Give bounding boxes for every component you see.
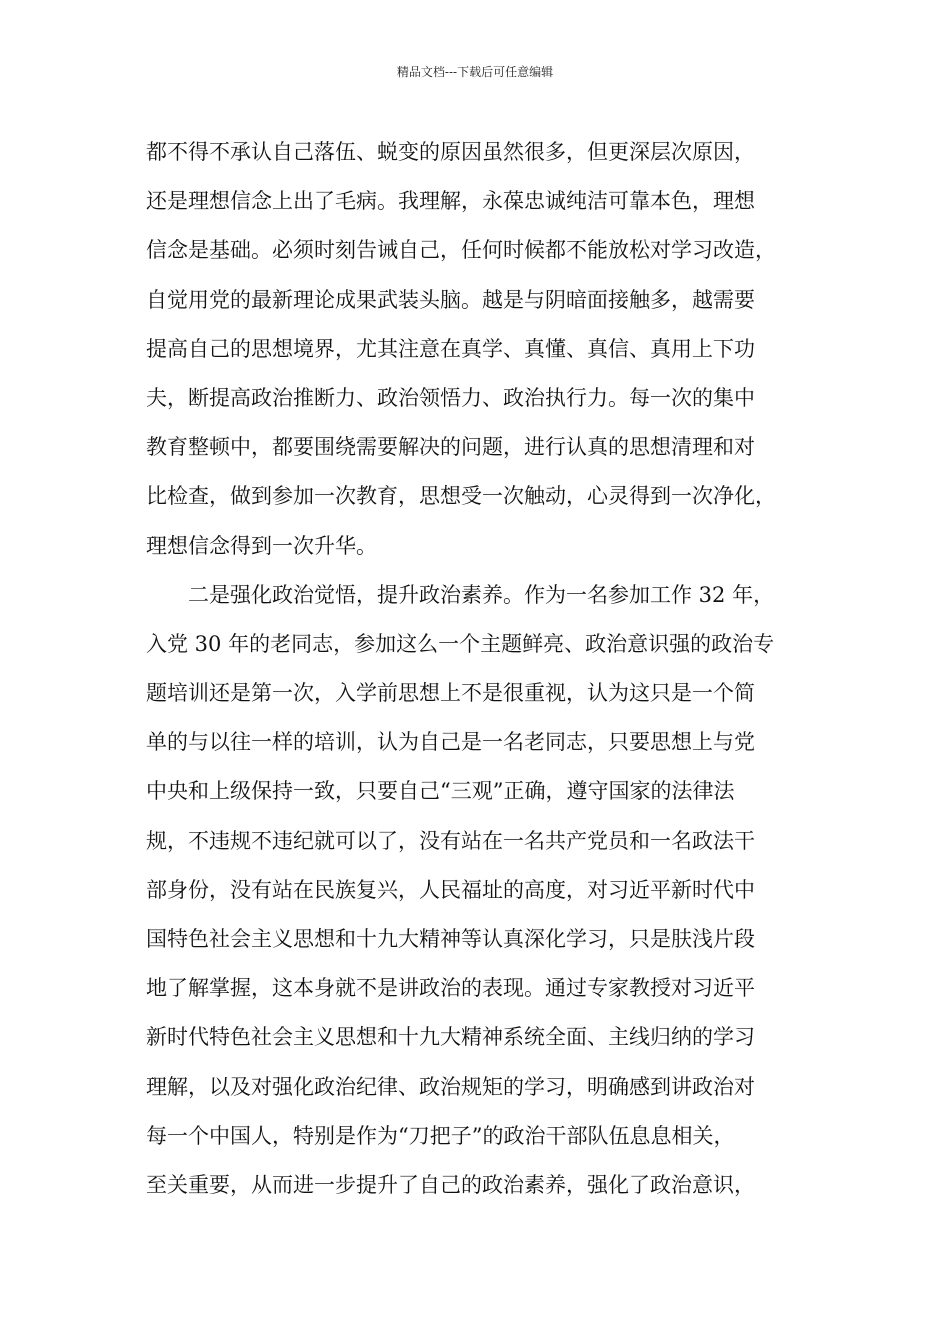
text-line: 地了解掌握，这本身就不是讲政治的表现。通过专家教授对习近平 [146,976,755,1001]
document-body [146,128,818,1210]
text-line: 国特色社会主义思想和十九大精神等认真深化学习，只是肤浅片段 [146,927,755,951]
text-line: 信念是基础。必须时刻告诫自己，任何时候都不能放松对学习改造， [146,238,776,263]
text-line: 新时代特色社会主义思想和十九大精神系统全面、主线归纳的学习 [146,1025,755,1050]
text-line: 至关重要，从而进一步提升了自己的政治素养，强化了政治意识， [146,1172,755,1197]
text-line: 中央和上级保持一致，只要自己“三观”正确，遵守国家的法律法 [146,779,735,804]
text-line: 夫，断提高政治推断力、政治领悟力、政治执行力。每一次的集中 [146,385,755,410]
text-line: 理解，以及对强化政治纪律、政治规矩的学习，明确感到讲政治对 [146,1074,755,1099]
page-header: 精品文档---下载后可任意编辑 [396,65,554,79]
text-line: 教育整顿中，都要围绕需要解决的问题，进行认真的思想清理和对 [146,435,755,460]
text-line: 入党 30 年的老同志，参加这么一个主题鲜亮、政治意识强的政治专 [146,631,775,656]
text-line: 部身份，没有站在民族复兴，人民福址的高度，对习近平新时代中 [146,877,755,902]
text-line: 提高自己的思想境界，尤其注意在真学、真懂、真信、真用上下功 [146,336,755,361]
text-line: 单的与以往一样的培训，认为自己是一名老同志，只要思想上与党 [146,730,755,755]
text-line: 都不得不承认自己落伍、蜕变的原因虽然很多，但更深层次原因， [146,140,755,164]
paragraph-start-line: 二是强化政治觉悟，提升政治素养。作为一名参加工作 32 年， [188,582,775,607]
text-line: 还是理想信念上出了毛病。我理解，永葆忠诚纯洁可靠本色，理想 [146,189,755,214]
text-line: 自觉用党的最新理论成果武装头脑。越是与阴暗面接触多，越需要 [146,287,755,312]
text-line: 每一个中国人，特别是作为“刀把子”的政治干部队伍息息相关， [146,1123,735,1148]
text-line: 比检查，做到参加一次教育，思想受一次触动，心灵得到一次净化， [146,484,776,509]
text-line: 规，不违规不违纪就可以了，没有站在一名共产党员和一名政法干 [146,828,755,853]
text-line: 题培训还是第一次，入学前思想上不是很重视，认为这只是一个简 [146,681,755,706]
text-line: 理想信念得到一次升华。 [146,533,377,558]
